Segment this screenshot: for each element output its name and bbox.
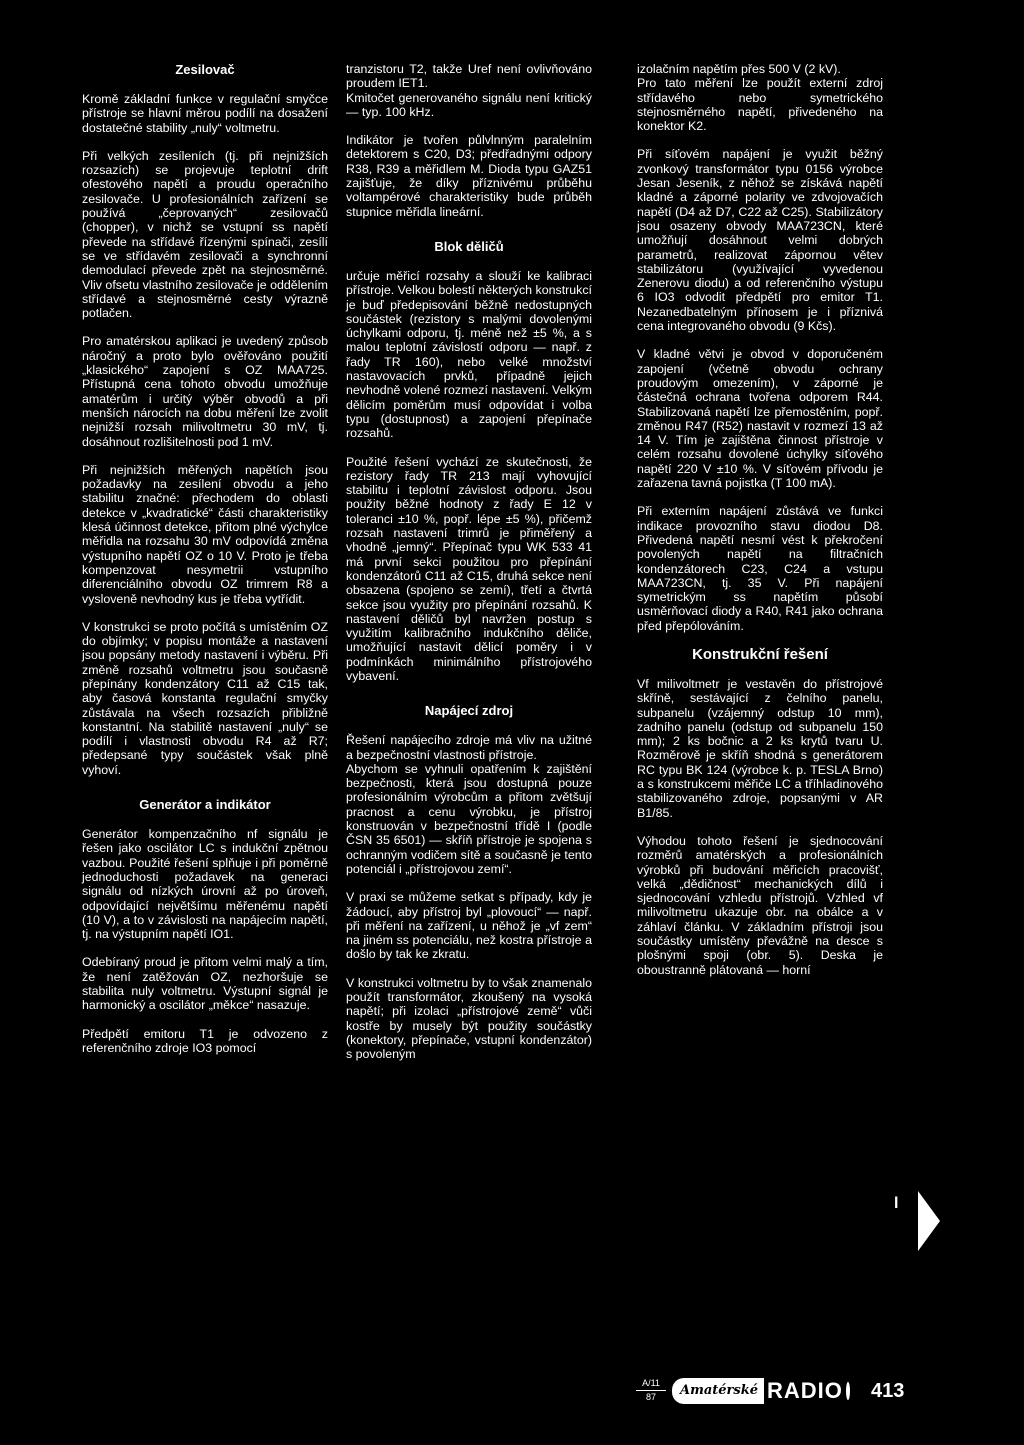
paragraph: tranzistoru T2, takže Uref není ovlivňováno proudem IET1. <box>346 62 592 91</box>
paragraph: V konstrukci voltmetru by to však znamenalo použít transformátor, zkoušený na vysoká napětí; při izolaci „přístrojové země“ vůči kostře by musely být použity součástky (konektory, přepínače, vstupní kondenzátor) s povoleným <box>346 975 592 1062</box>
page-footer <box>636 1378 936 1418</box>
margin-mark: l <box>894 1195 899 1212</box>
page-number: 413 <box>871 1380 905 1402</box>
section-heading-blok-delicu: Blok děličů <box>434 238 504 254</box>
paragraph: Použité řešení vychází ze skutečnosti, že rezistory řady TR 213 mají vyhovující stabilitu i teplotní závislost odporu. Jsou použity běžné hodnoty z řady E 12 v toleranci ±10 %, popř. lépe ±5 %), přičemž rozsah nastavení trimrů je přiměřený a vhodně „jemný“. Přepínač typu WK 533 41 má první sekci použitou pro přepínání kondenzátorů C11 až C15, druhá sekce není obsazena (spojeno se zemí), třetí a čtvrtá sekce jsou využity pro přepínání rozsahů. K nastavení děličů byl navržen postup s využitím kalibračního indukčního děliče, umožňující nastavit dělicí poměry i v podmínkách minimálního přístrojového vybavení. <box>346 454 592 683</box>
magazine-logo <box>672 1378 843 1404</box>
paragraph: Odebíraný proud je přitom velmi malý a tím, že není zatěžován OZ, nezhoršuje se stabilita nuly voltmetru. Výstupní signál je harmonický a oscilátor „měkce“ nasazuje. <box>82 955 328 1013</box>
text-column-1 <box>82 62 328 1069</box>
paragraph: Pro tato měření lze použít externí zdroj střídavého nebo symetrického stejnosměrného napětí, přivedeného na konektor K2. <box>637 76 883 134</box>
paragraph: Řešení napájecího zdroje má vliv na užitné a bezpečnostní vlastnosti přístroje. <box>346 733 592 762</box>
paragraph: izolačním napětím přes 500 V (2 kV). <box>637 62 841 76</box>
paragraph: V kladné větvi je obvod v doporučeném zapojení (včetně obvodu ochrany proudovým omezením), v záporné je částečná ochrana tvořena odporem R44. Stabilizovaná napětí lze přemostěním, popř. změnou R47 (R52) nastavit v rozmezí 13 až 14 V. Tím je zajištěna činnost přístroje v celém rozsahu dovolené úchylky síťového napětí 220 V ±10 %. V síťovém přívodu je zařazena tavná pojistka (T 100 mA). <box>637 347 883 491</box>
paragraph: Pro amatérskou aplikaci je uvedený způsob náročný a proto bylo ověřováno použití „klasického“ zapojení s OZ MAA725. Přístupná cena tohoto obvodu umožňuje amatérům i určitý výběr obvodů a při menších nárocích na dobu měření lze zvolit nejnižší rozsah milivoltmetru 30 mV, tj. dosáhnout rozlišitelnosti pod 1 mV. <box>82 334 328 449</box>
paragraph: Při nejnižších měřených napětích jsou požadavky na zesílení obvodu a jeho stabilitu značné: přechodem do oblasti detekce v „kvadratické“ části charakteristiky klesá účinnost detekce, přitom plné výchylce měřidla na rozsahu 30 mV odpovídá změna výstupního napětí OZ o 10 V. Proto je třeba kompenzovat nesymetrii vstupního diferenciálního obvodu OZ trimrem R8 a vysloveně nevhodný kus je třeba vytřídit. <box>82 462 328 606</box>
section-heading-generator: Generátor a indikátor <box>139 797 271 813</box>
paragraph: Při externím napájení zůstává ve funkci indikace provozního stavu diodou D8. Přivedená napětí nesmí vést k překročení povolených napětí na filtračních kondenzátorech C23, C24 a vstupu MAA723CN, tj. 35 V. Při napájení symetrickým ss napětím působí usměrňovací diody a R40, R41 jako ochrana před přepólováním. <box>637 504 883 633</box>
paragraph: Abychom se vyhnuli opatřením k zajištění bezpečnosti, která jsou dostupná pouze profesionálním výrobcům a přitom zvětšují pracnost a cenu výrobku, je přístroj konstruován v bezpečnostní třídě I (podle ČSN 35 6501) — skříň přístroje je spojena s ochranným vodičem sítě a současně je tento potenciál i „přístrojovou zemí“. <box>346 761 592 876</box>
paragraph: Kmitočet generovaného signálu není kritický — typ. 100 kHz. <box>346 90 592 119</box>
paragraph: Předpětí emitoru T1 je odvozeno z referenčního zdroje IO3 pomocí <box>82 1026 328 1055</box>
issue-year: 87 <box>645 1392 656 1402</box>
issue-number: A/11 <box>636 1378 666 1391</box>
paragraph: Vf milivoltmetr je vestavěn do přístrojové skříně, sestávající z čelního panelu, subpanelu (vzájemný odstup 10 mm), zadního panelu (odstup od subpanelu 150 mm); 2 ks bočnic a 2 ks krytů tvaru U. Rozměrově je skříň shodná s generátorem RC typu BK 124 (výrobce k. p. TESLA Brno) a s konstrukcemi měřiče LC a tříhladinového stabilizovaného zdroje, popsanými v AR B1/85. <box>637 676 883 820</box>
paragraph: Indikátor je tvořen půlvlnným paralelním detektorem s C20, D3; předřadnými odpory R38, R39 a měřidlem M. Dioda typu GAZ51 zajišťuje, že díky příznivému průběhu voltampérové charakteristiky bude průběh stupnice měřidla lineární. <box>346 133 592 219</box>
section-heading-konstrukcni-reseni: Konstrukční řešení <box>692 645 828 663</box>
paragraph: V konstrukci se proto počítá s umístěním OZ do objímky; v popisu montáže a nastavení jsou popsány metody nastavení i výběru. Při změně rozsahů voltmetru jsou současně přepínány kondenzátory C11 až C15 tak, aby časová konstanta regulační smyčky zůstávala na všech rozsazích přibližně konstantní. Na stabilitě nastavení „nuly“ se podílí i vlastnosti obvodu R4 až R7; předepsané typy součástek však plně vyhoví. <box>82 619 328 777</box>
text-column-2 <box>346 62 592 1076</box>
section-heading-zesilovac: Zesilovač <box>175 62 235 77</box>
logo-text-radio: RADIO <box>767 1378 843 1403</box>
section-heading-napajeci-zdroj: Napájecí zdroj <box>424 703 514 719</box>
paragraph: Výhodou tohoto řešení je sjednocování rozměrů amatérských a profesionálních výrobků při budování měřicích pracovišť, velká „dědičnost“ mechanických dílů i sjednocování vzhledu přístrojů. Vzhled vf milivoltmetru ukazuje obr. na obálce a v záhlaví článku. V základním přístroji jsou součástky umístěny převážně na desce s plošnými spoji (obr. 5). Deska je oboustranně plátovaná — horní <box>637 833 883 977</box>
paragraph: Při velkých zesíleních (tj. při nejnižších rozsazích) se projevuje teplotní drift ofestového napětí a proudu operačního zesilovače. U profesionálních zařízení se používá „čeprovaných“ zesilovačů (chopper), v nichž se vstupní ss napětí převede na střídavé řízenými spínači, zesílí se ve střídavém zesilovači a synchronní demodulací převede zpět na stejnosměrné. Vliv ofsetu vlastního zesilovače je oddělením střídavé a stejnosměrné cesty výrazně potlačen. <box>82 148 328 321</box>
continue-arrow-icon <box>918 1191 940 1251</box>
paragraph: Generátor kompenzačního nf signálu je řešen jako oscilátor LC s indukční zpětnou vazbou. Použité řešení splňuje i při poměrně jednoduchosti požadavek na generaci signálu od nízkých úrovní až po úroveň, odpovídající největšímu měřenému napětí (10 V), a to v závislosti na napájecím napětí, tj. na výstupním napětí IO1. <box>82 827 328 942</box>
paragraph: Při síťovém napájení je využit běžný zvonkový transformátor typu 0156 výrobce Jesan Jeseník, z něhož se získává napětí kladné a záporné polarity ve zdvojovačích napětí (D4 až D7, C22 až C25). Stabilizátory jsou osazeny obvody MAA723CN, které umožňují dosáhnout velmi dobrých parametrů, realizovat zápornou větev stabilizátoru (využívající vyvedenou Zenerovu diodu) a od referenčního výstupu 6 IO3 odvodit předpětí pro emitor T1. Nezanedbatelným přínosem je i příznivá cena integrovaného obvodu (9 Kčs). <box>637 147 883 334</box>
logo-text-amaterske: Amatérské <box>672 1378 764 1404</box>
logo-circle-icon <box>846 1382 850 1400</box>
text-column-3 <box>637 62 883 991</box>
paragraph: Kromě základní funkce v regulační smyčce přístroje se hlavní měrou podílí na dosažení dostatečné stability „nuly“ voltmetru. <box>82 92 328 135</box>
paragraph: určuje měřicí rozsahy a slouží ke kalibraci přístroje. Velkou bolestí některých konstrukcí je buď předepisování běžně nedostupných součástek (rezistory s malými dovolenými úchylkami odporu, tj. méně než ±5 %, a s malou teplotní závislostí odporu — např. z řady TR 160), nebo velké množství nastavovacích prvků, případně jejich nevhodně volené rozmezí nastavení. Velkým dělicím poměrům musí odpovídat i volba typu (dostupnost) a zapojení přepínače rozsahů. <box>346 268 592 441</box>
paragraph: V praxi se můžeme setkat s případy, kdy je žádoucí, aby přístroj byl „plovoucí“ — např. při měření na zařízení, u něhož je „vf zem“ na jiném ss potenciálu, než kostra přístroje a došlo by tak ke zkratu. <box>346 890 592 962</box>
